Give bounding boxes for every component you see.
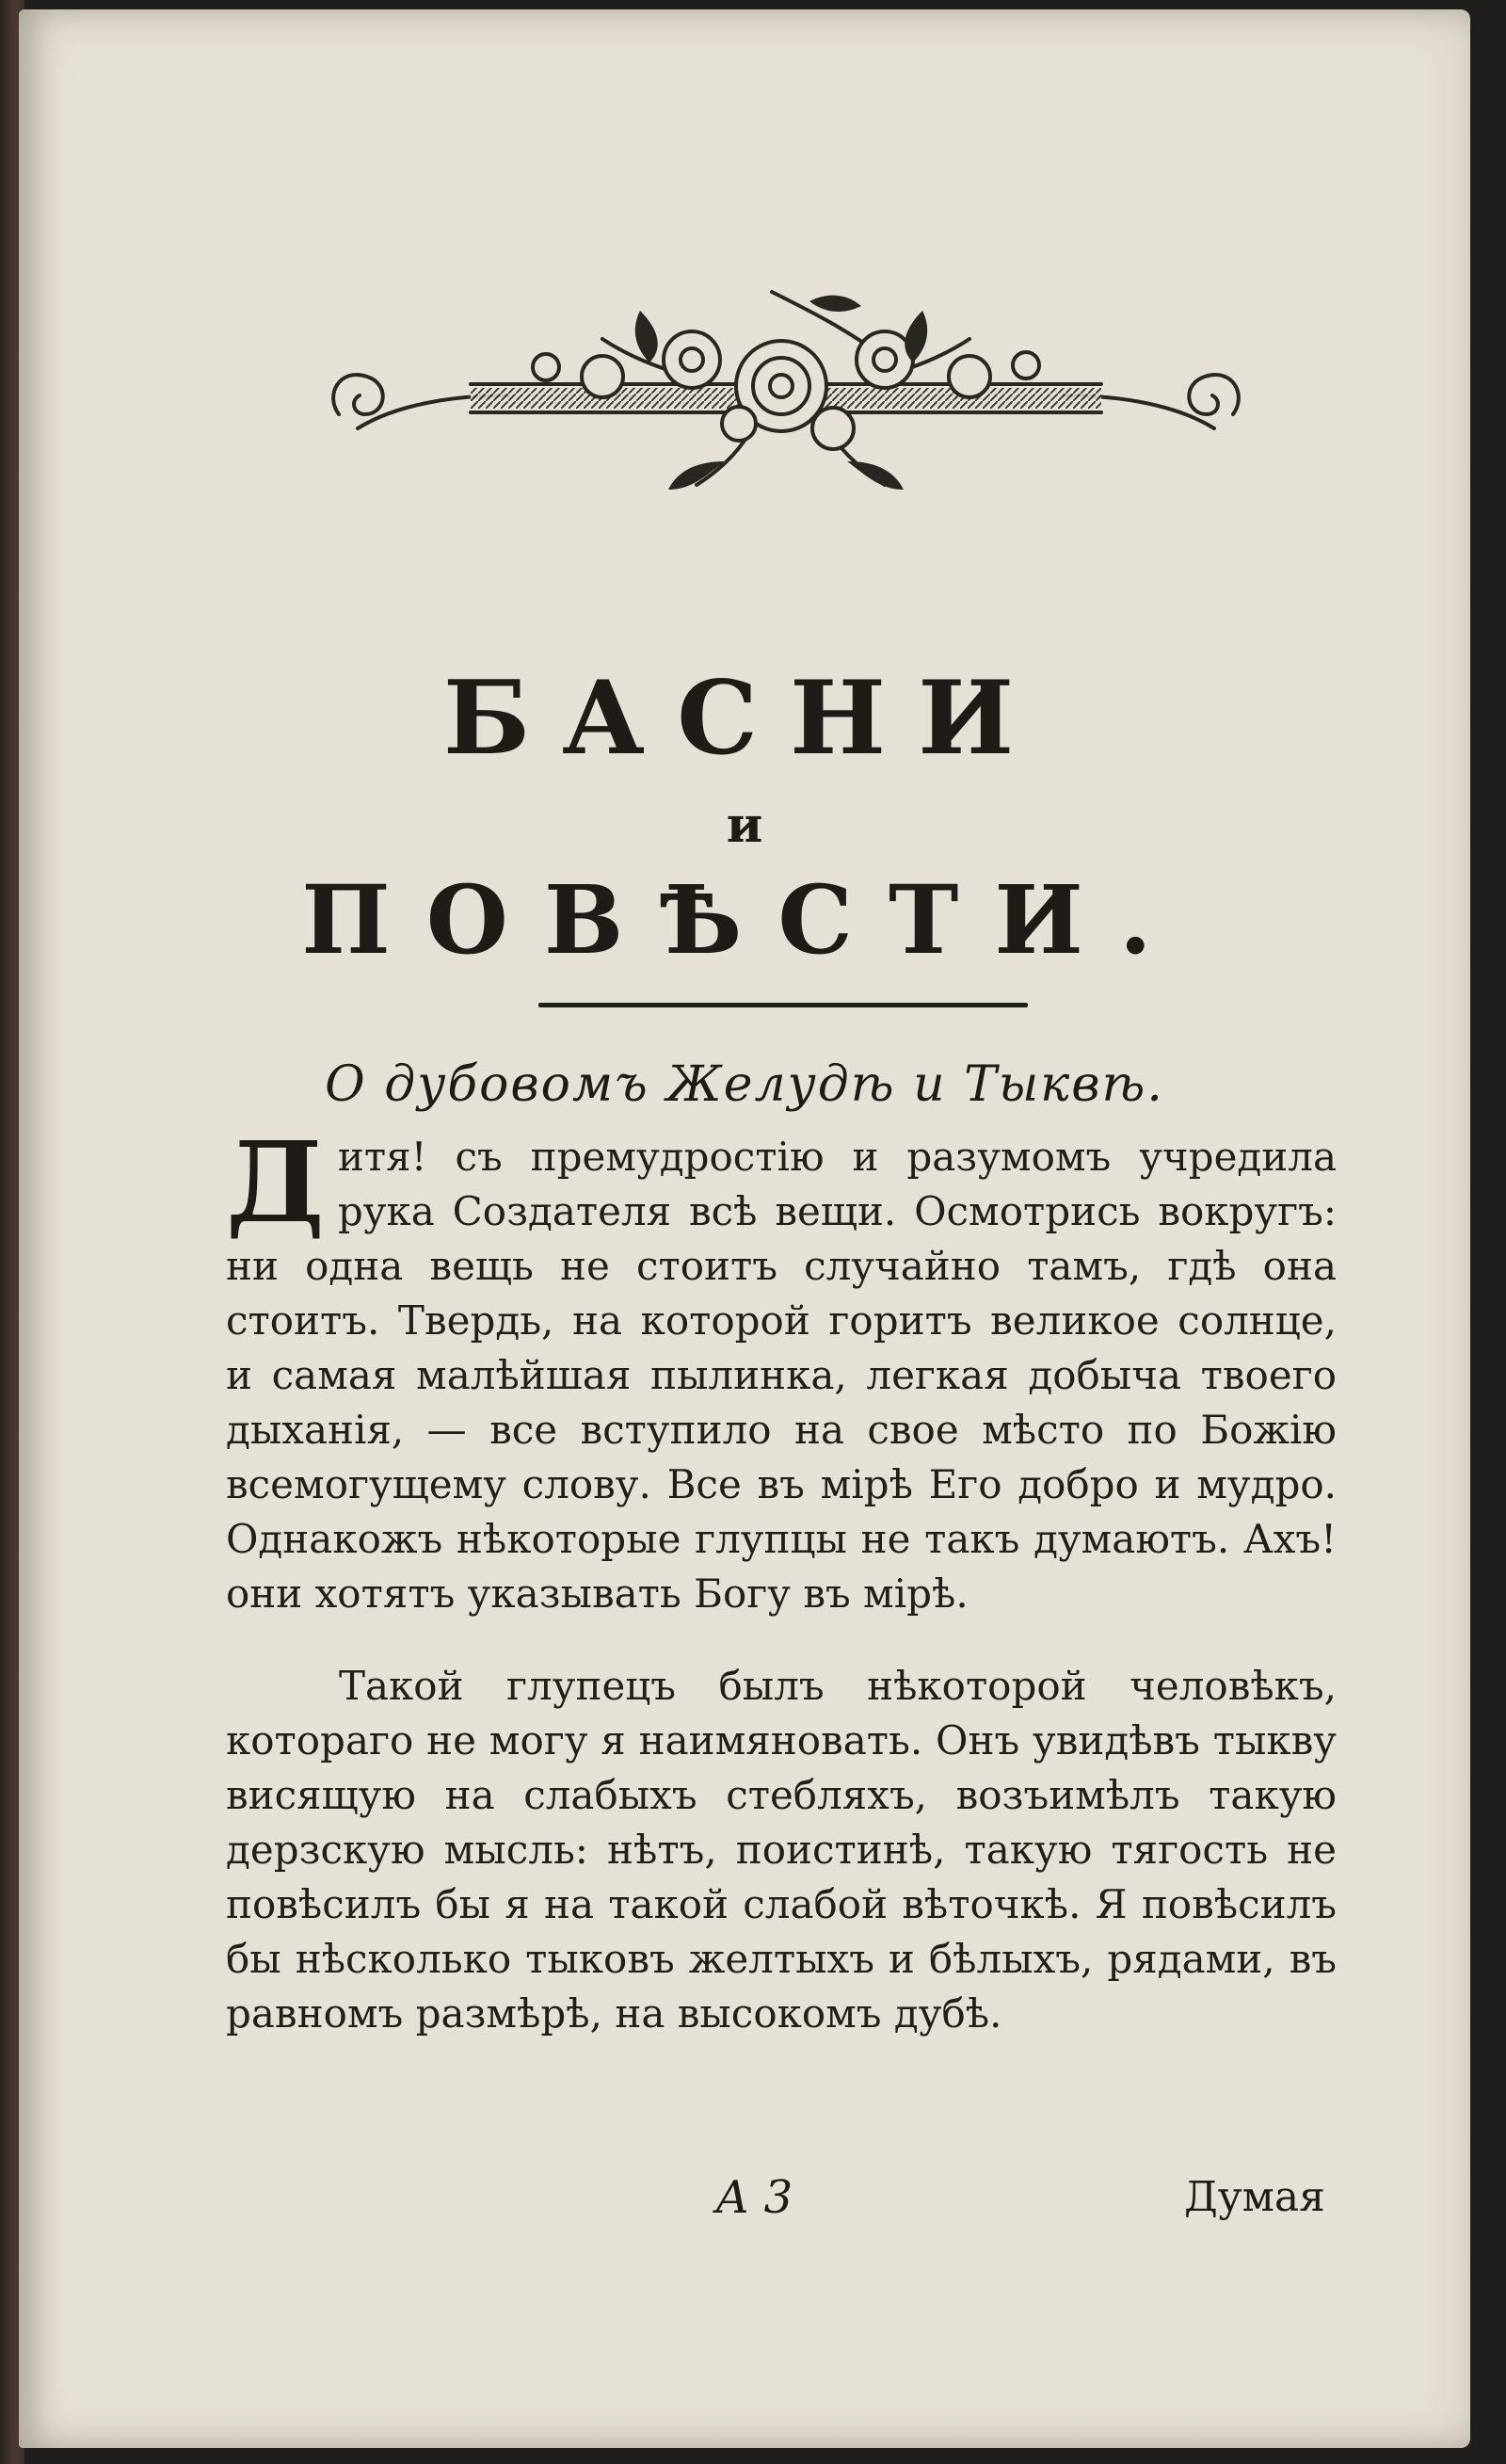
paragraph-1 (226, 1117, 1337, 1621)
paragraph-2: Такой глупецъ былъ нѣкоторой человѣкъ, котораго не могу я наимяновать. Онъ увидѣвъ тыкву висящую на слабыхъ стебляхъ, возъимѣлъ такую дерзскую мысль: нѣтъ, поистинѣ, такую тягость не повѣсилъ бы я на такой слабой вѣточкѣ. Я повѣсилъ бы нѣсколько тыковъ желтыхъ и бѣлыхъ, рядами, въ равномъ размѣрѣ, на высокомъ дубѣ. (226, 1663, 1337, 2037)
drop-cap: Д (226, 1117, 325, 1248)
catchword: Думая (1184, 2173, 1325, 2221)
floral-headpiece-icon (320, 273, 1252, 499)
book-title-line2: и (726, 797, 763, 854)
paragraph-1-text: итя! съ премудростію и разумомъ учредила рука Создателя всѣ вещи. Осмотрись вокругъ: ни одна вещь не стоитъ случайно тамъ, гдѣ она стоитъ. Твердь, на которой горитъ великое солнце, и самая малѣйшая пылинка, легкая добыча твоего дыханія, — все вступило на свое мѣсто по Божію всемогущему слову. Все въ мірѣ Его добро и мудро. Однакожъ нѣкоторые глупцы не такъ думаютъ. Ахъ! они хотятъ указывать Богу въ мірѣ. (226, 1134, 1337, 1617)
fable-body (226, 1117, 1337, 2041)
book-title-line3: ПОВѢСТИ. (301, 864, 1188, 975)
title-divider (538, 1003, 1028, 1007)
fable-title: О дубовомъ Желудѣ и Тыквѣ. (325, 1056, 1164, 1113)
book-page (19, 9, 1470, 2448)
book-title-line1: БАСНИ (442, 659, 1047, 778)
signature-mark: А 3 (715, 2171, 793, 2224)
